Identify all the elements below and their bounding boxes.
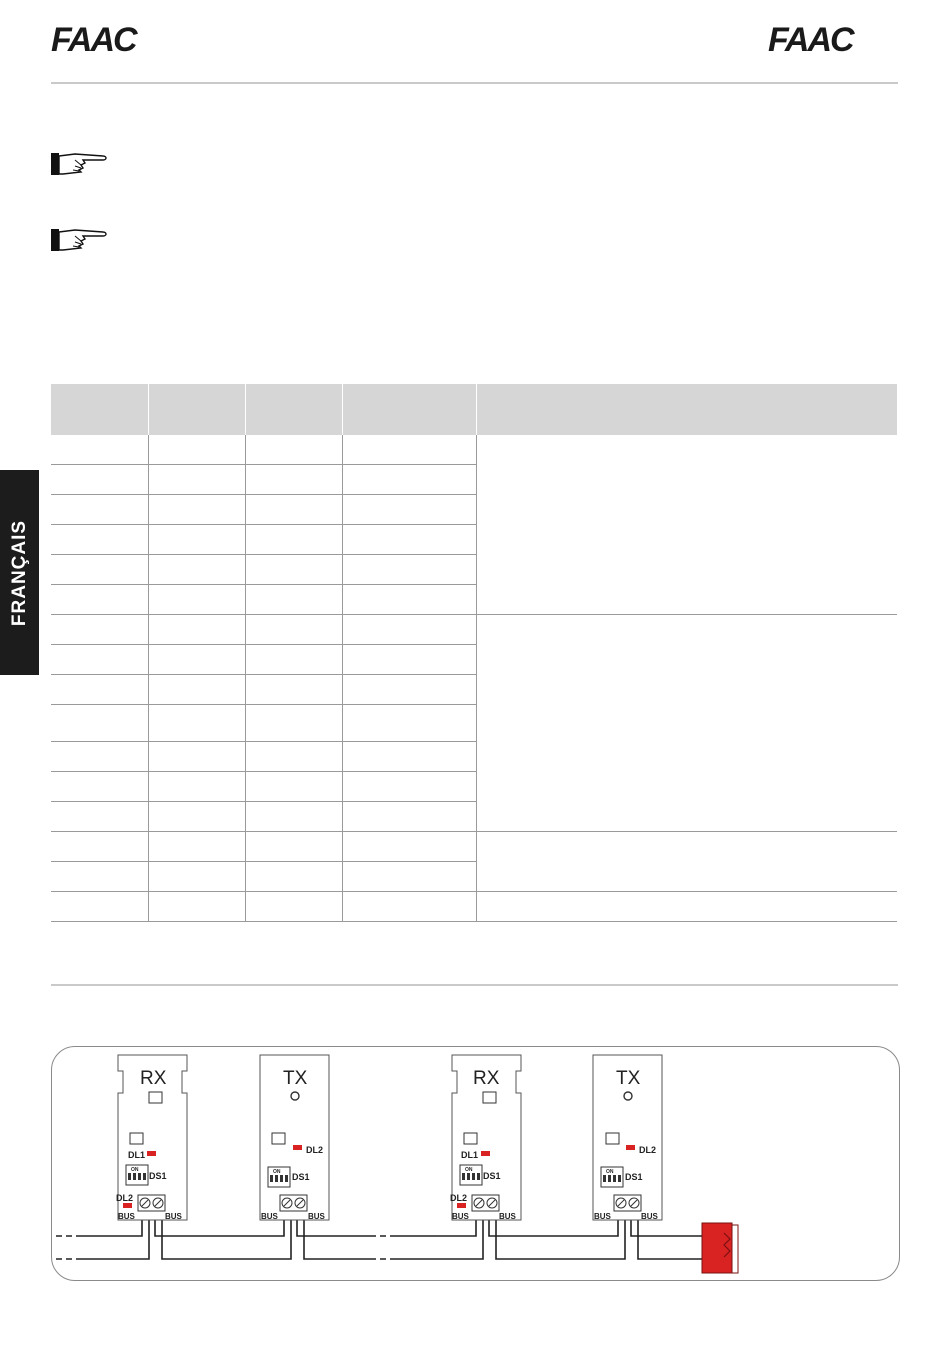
led-indicator: [123, 1203, 132, 1208]
module-title: RX: [473, 1068, 500, 1089]
led-label: DL1: [128, 1150, 146, 1160]
dip-switch-label: DS1: [149, 1171, 167, 1181]
table-cell: [476, 892, 897, 922]
rx-module-2: [450, 1055, 521, 1221]
logo-left-text: FAAC: [51, 24, 136, 54]
pointing-hand-icon: [51, 150, 109, 183]
dip-switch-on-label: ON: [465, 1167, 473, 1173]
dip-switch-on-label: ON: [273, 1169, 281, 1175]
language-side-tab-label: FRANÇAIS: [8, 519, 30, 626]
bus-terminal-label: BUS: [308, 1212, 325, 1221]
faac-logo-left-graphic: [51, 24, 181, 54]
table-row: [51, 615, 897, 645]
led-label: DL2: [450, 1193, 468, 1203]
table-header-cell: [342, 384, 476, 435]
dip-switch-on-label: ON: [131, 1167, 139, 1173]
led-indicator: [293, 1145, 302, 1150]
table-merged-cell: [476, 615, 897, 832]
wiring-diagram-svg: [52, 1047, 899, 1280]
led-indicator: [457, 1203, 466, 1208]
table-row: [51, 892, 897, 922]
section-divider: [51, 984, 898, 986]
table-merged-cell: [476, 435, 897, 615]
module-title: TX: [616, 1068, 641, 1089]
led-label: DL2: [306, 1145, 324, 1155]
pointing-hand-icon: [51, 226, 109, 259]
table-header-cell: [245, 384, 342, 435]
table-row: [51, 435, 897, 465]
led-label: DL1: [461, 1150, 479, 1160]
module-title: RX: [140, 1068, 167, 1089]
led-label: DL2: [116, 1193, 134, 1203]
faac-logo-right: [768, 24, 898, 54]
faac-logo-right-graphic: [768, 24, 898, 54]
bus-terminal-label: BUS: [594, 1212, 611, 1221]
led-label: DL2: [639, 1145, 657, 1155]
table-header-cell: [148, 384, 245, 435]
module-title: TX: [283, 1068, 308, 1089]
dip-switch-on-label: ON: [606, 1169, 614, 1175]
led-indicator: [481, 1151, 490, 1156]
rx-module-1: [116, 1055, 187, 1221]
table-header-cell: [51, 384, 148, 435]
table-row: [51, 832, 897, 862]
bus-terminal-label: BUS: [499, 1212, 516, 1221]
table-header-row: [51, 384, 897, 435]
dip-switch-label: DS1: [292, 1172, 310, 1182]
bus-terminal-label: BUS: [118, 1212, 135, 1221]
table-header-cell: [476, 384, 897, 435]
language-side-tab: [0, 470, 39, 675]
dip-switch-label: DS1: [625, 1172, 643, 1182]
tx-module-1: [260, 1055, 329, 1221]
dip-switch-label: DS1: [483, 1171, 501, 1181]
tx-module-2: [593, 1055, 662, 1221]
bus-terminal-label: BUS: [261, 1212, 278, 1221]
logo-right-text: FAAC: [768, 24, 853, 54]
wiring-diagram: [51, 1046, 900, 1281]
bus-terminal-label: BUS: [641, 1212, 658, 1221]
bus-terminal-label: BUS: [165, 1212, 182, 1221]
header-divider: [51, 82, 898, 84]
led-indicator: [626, 1145, 635, 1150]
bus-terminal-label: BUS: [452, 1212, 469, 1221]
faac-logo-left: [51, 24, 181, 54]
table-merged-cell: [476, 832, 897, 892]
settings-table: [51, 384, 897, 922]
led-indicator: [147, 1151, 156, 1156]
